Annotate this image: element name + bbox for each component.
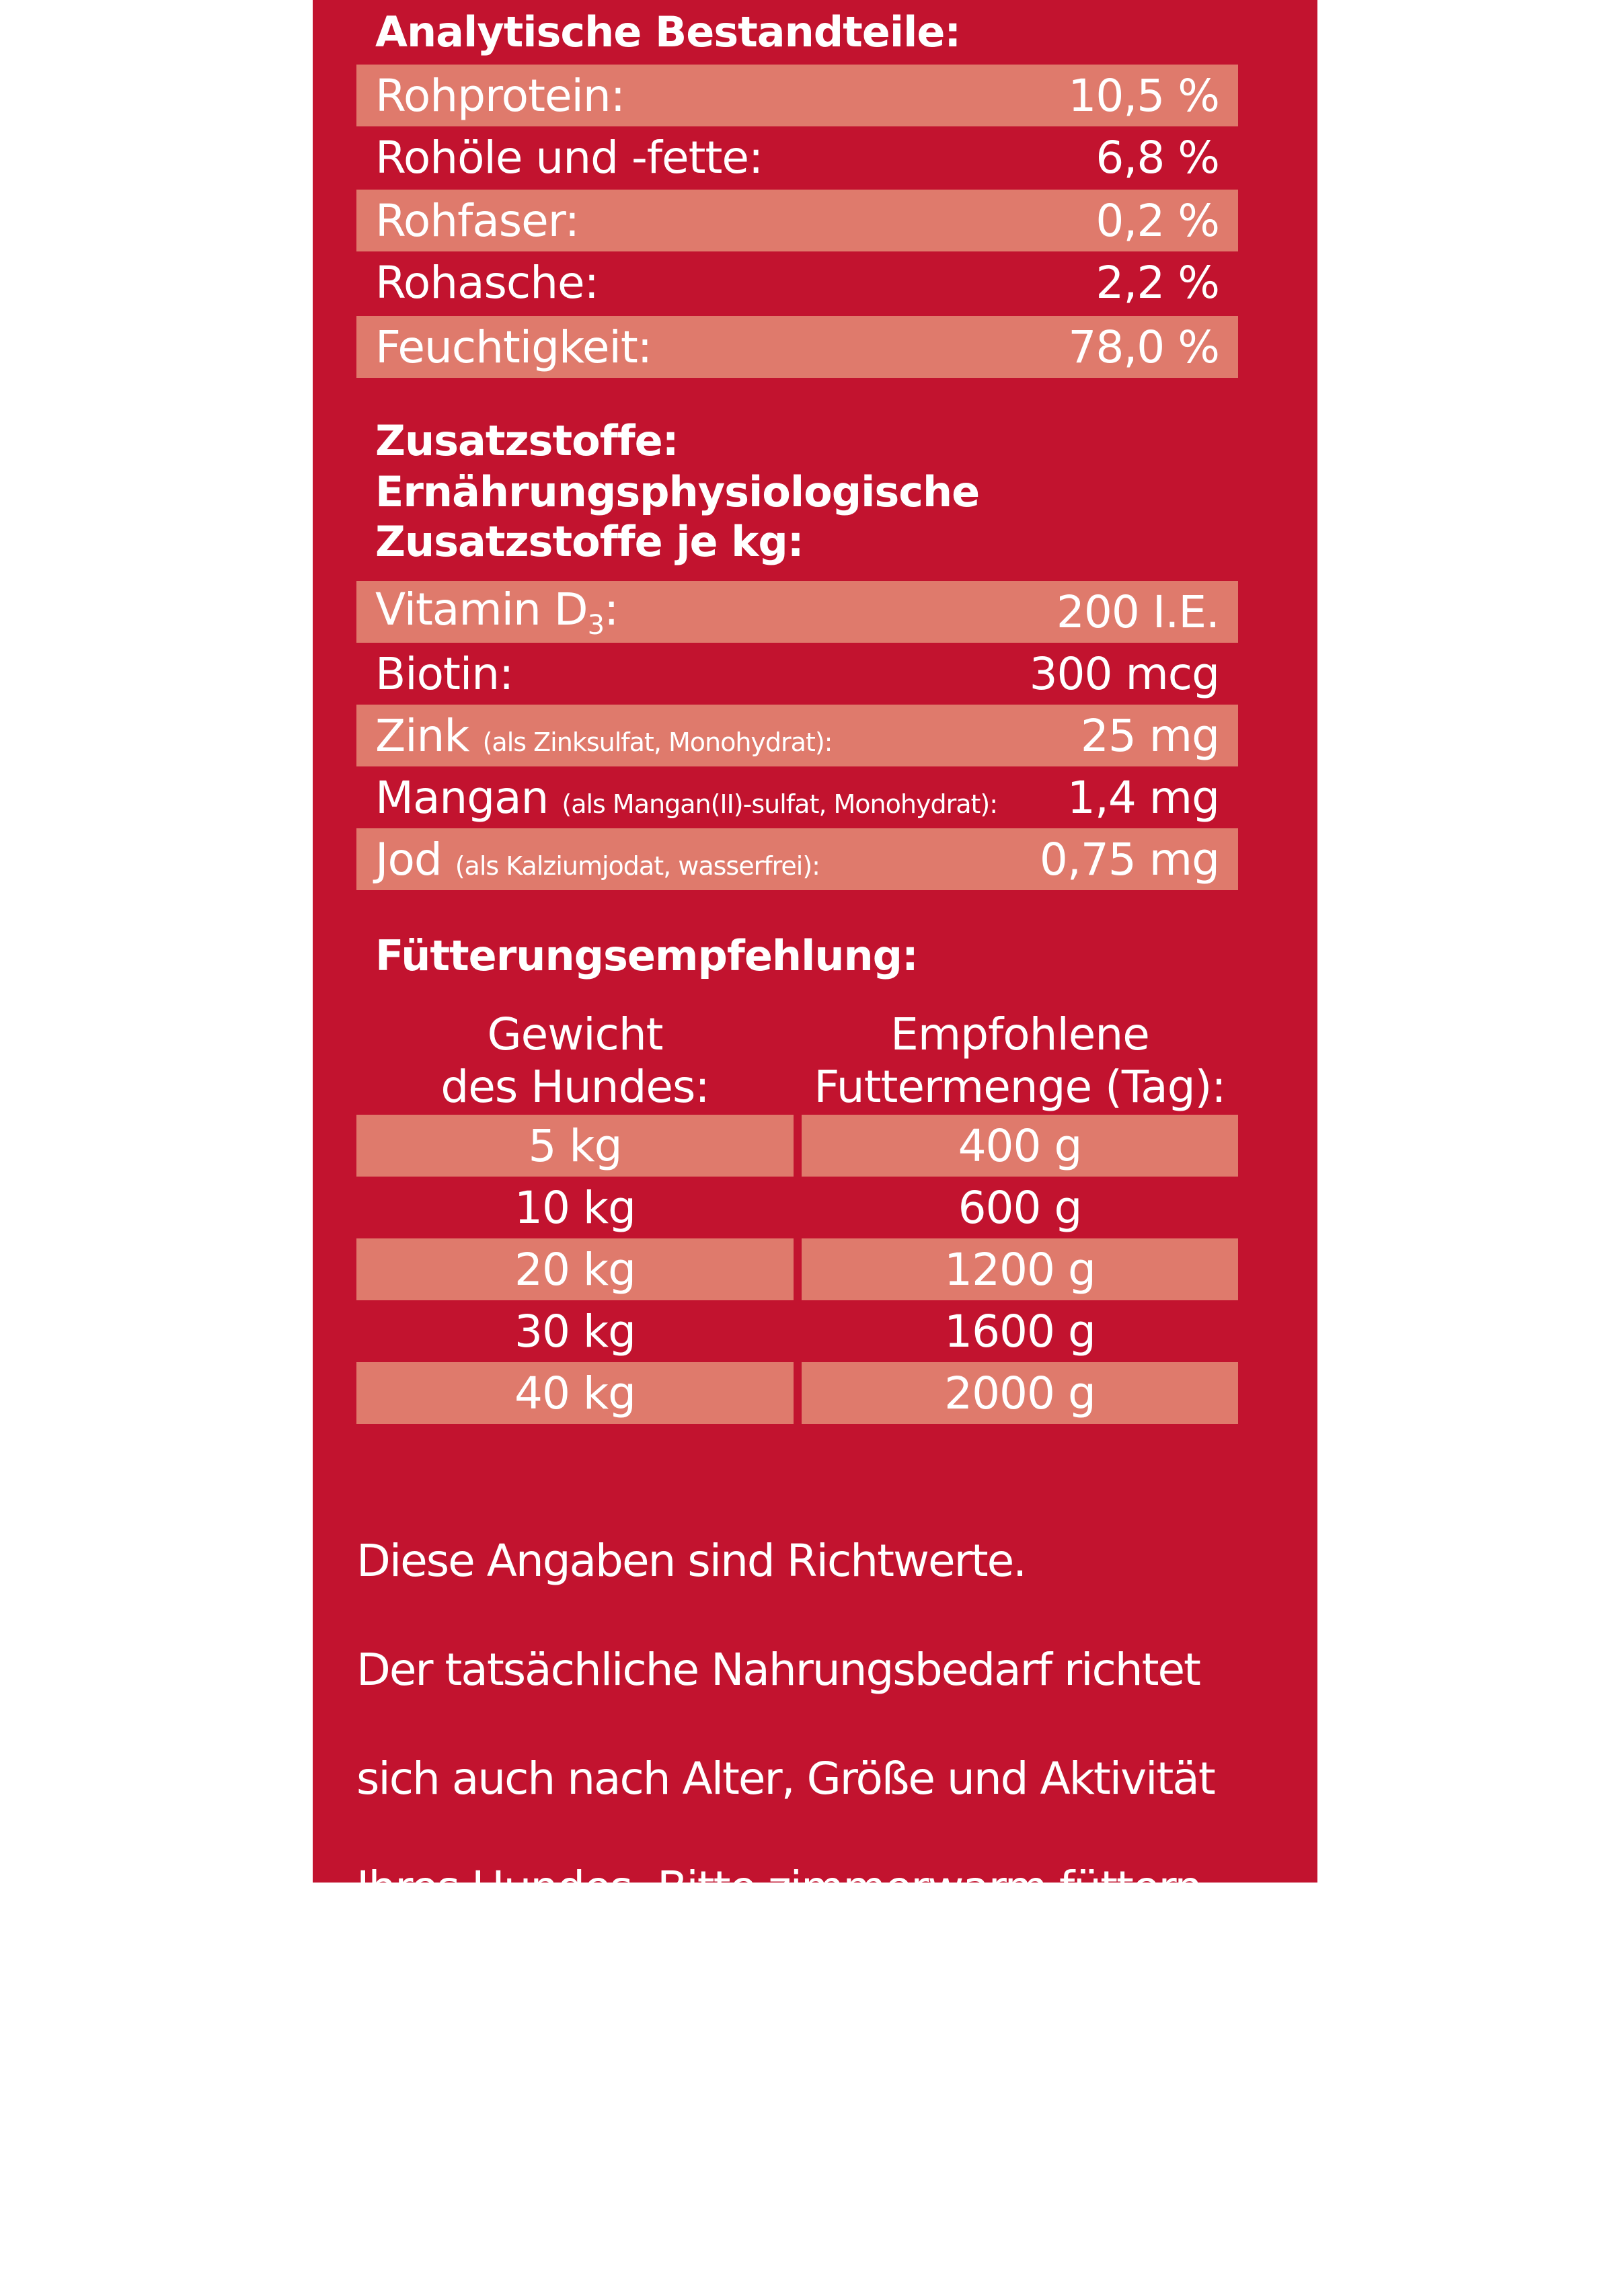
additive-label: Jod (als Kalziumjodat, wasserfrei): [375,833,820,885]
additive-value: 25 mg [1080,709,1219,762]
analytical-row [356,65,1238,126]
amount-cell: 400 g [802,1115,1238,1177]
note-line: frisches Trinkwasser zur Verfügung steht. [356,2188,1217,2240]
additive-value: 0,75 mg [1039,833,1219,885]
feeding-row [356,1177,1238,1238]
additive-value: 200 I.E. [1056,586,1219,638]
additives-heading: Zusatzstoffe: [375,416,679,465]
additive-value: 1,4 mg [1067,771,1219,824]
analytical-value: 10,5 % [1068,69,1219,122]
additive-row [356,581,1238,643]
note-line: sich auch nach Alter, Größe und Aktivität [356,1753,1215,1805]
weight-column-header: Gewicht des Hundes: [440,1008,709,1113]
feeding-row [356,1238,1238,1300]
additive-label: Zink (als Zinksulfat, Monohydrat): [375,709,833,762]
note-line: Der tatsächliche Nahrungsbedarf richtet [356,1644,1200,1696]
additive-row [356,828,1238,890]
additives-heading: Ernährungsphysiologische [375,467,980,516]
amount-cell: 1600 g [944,1305,1096,1357]
amount-column-header: Empfohlene Futtermenge (Tag): [814,1008,1226,1113]
analytical-label: Rohasche: [375,256,599,309]
additive-row [356,766,1238,828]
analytical-label: Rohöle und -fette: [375,131,763,184]
additive-row [356,705,1238,766]
weight-cell: 40 kg [356,1362,794,1424]
note-line: Diese Angaben sind Richtwerte. [356,1535,1026,1587]
feeding-row [356,1300,1238,1362]
note-line: Bitte sorgen Sie dafür, dass Ihrem Tier stets [356,2080,1273,2131]
feeding-note [356,1479,1298,2296]
analytical-value: 78,0 % [1068,321,1219,373]
analytical-heading: Analytische Bestandteile: [375,7,961,56]
additive-label: Biotin: [375,647,514,700]
additive-label: Mangan (als Mangan(II)-sulfat, Monohydrat): [375,771,998,824]
analytical-value: 2,2 % [1096,256,1219,309]
additives-heading: Zusatzstoffe je kg: [375,517,804,566]
label-panel [313,0,1317,2240]
feeding-heading: Fütterungsempfehlung: [375,931,918,980]
additive-label: Vitamin $D_3$: [375,583,619,641]
analytical-label: Rohfaser: [375,194,579,247]
feeding-row [356,1362,1238,1424]
analytical-value: 0,2 % [1096,194,1219,247]
feeding-row [356,1115,1238,1177]
analytical-value: 6,8 % [1096,131,1219,184]
amount-cell: 2000 g [802,1362,1238,1424]
weight-cell: 5 kg [356,1115,794,1177]
amount-cell: 1200 g [802,1238,1238,1300]
weight-cell: 30 kg [514,1305,636,1357]
analytical-row [356,316,1238,378]
note-line: Nach dem Öffnen kühl aufbewahren. [356,1971,1128,2022]
analytical-row [356,251,1238,313]
analytical-row [356,190,1238,251]
analytical-label: Rohprotein: [375,69,625,122]
analytical-row [356,126,1238,188]
note-line: Ihres Hundes. Bitte zimmerwarm füttern. [356,1862,1215,1913]
additive-row [356,643,1238,705]
analytical-label: Feuchtigkeit: [375,321,652,373]
weight-cell: 20 kg [356,1238,794,1300]
weight-cell: 10 kg [514,1181,636,1234]
amount-cell: 600 g [958,1181,1082,1234]
additive-value: 300 mcg [1029,647,1219,700]
